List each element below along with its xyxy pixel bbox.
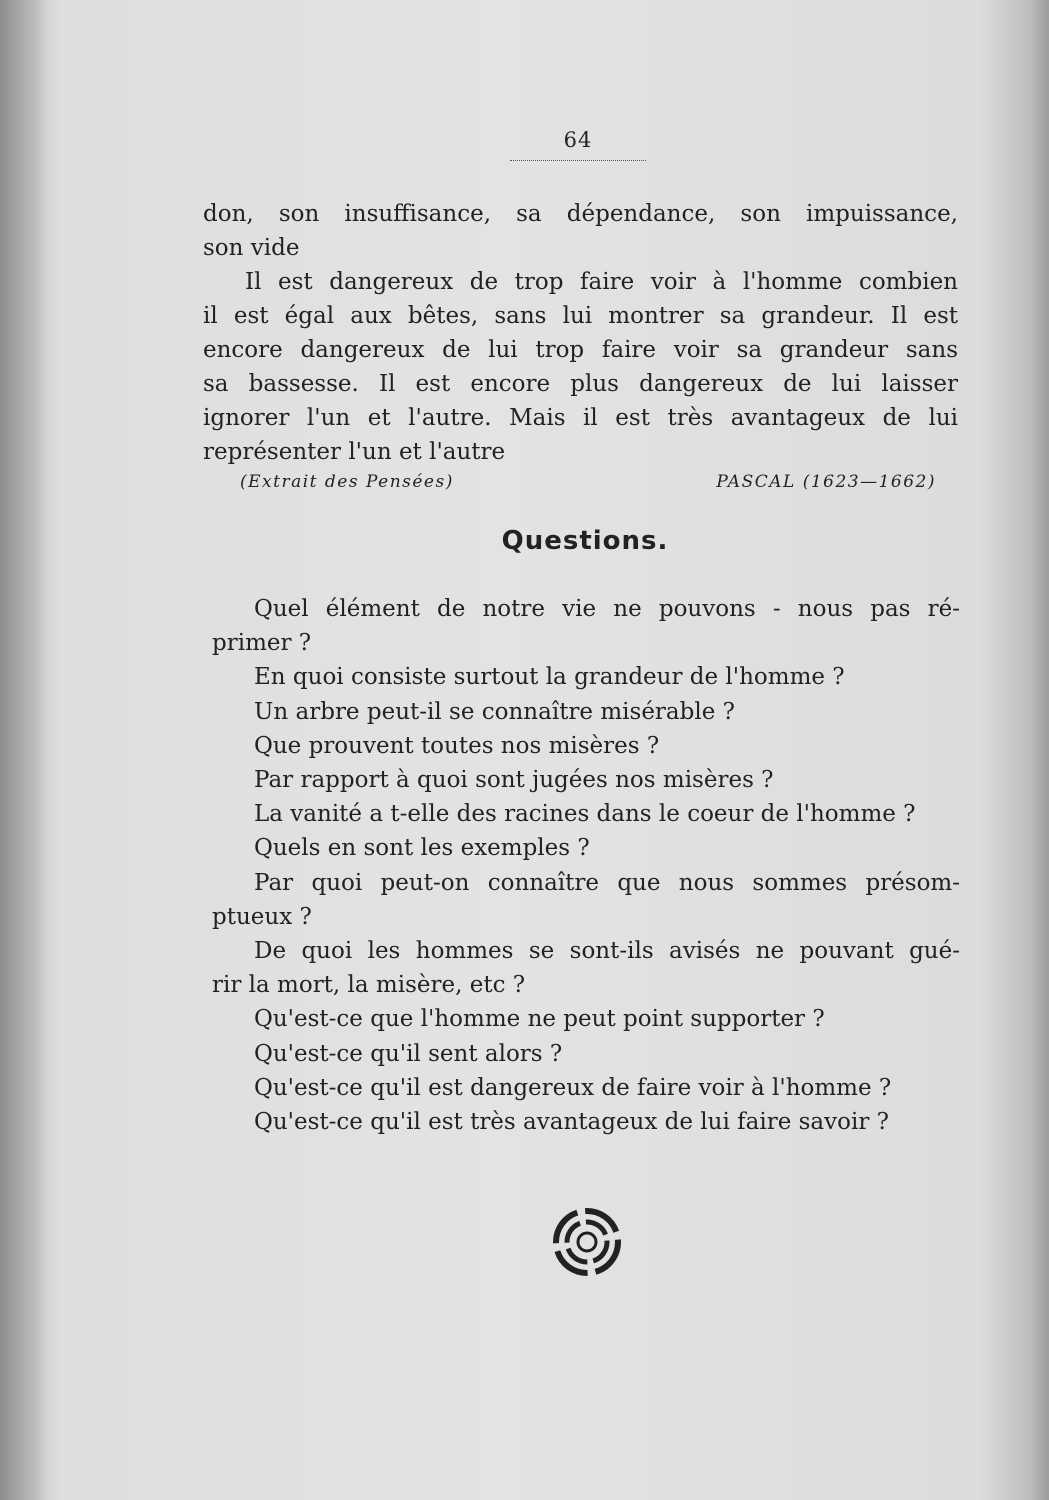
question-line: Qu'est-ce qu'il sent alors ?: [254, 1040, 563, 1067]
source-work: (Extrait des Pensées): [240, 472, 454, 492]
question-line: Qu'est-ce qu'il est dangereux de faire voir à l'homme ?: [254, 1074, 892, 1101]
passage-line: ignorer l'un et l'autre. Mais il est très avantageux de lui: [203, 405, 958, 431]
source-attribution: [240, 472, 936, 492]
source-author: PASCAL (1623—1662): [716, 472, 936, 492]
passage-text: [203, 197, 958, 469]
questions-heading: Questions.: [501, 526, 669, 556]
question-line: primer ?: [212, 630, 312, 657]
question-line: De quoi les hommes se sont-ils avisés ne pouvant gué-: [254, 938, 960, 965]
question-line: Par rapport à quoi sont jugées nos misères ?: [254, 767, 774, 794]
question-line: En quoi consiste surtout la grandeur de l'homme ?: [254, 664, 845, 691]
question-line: Qu'est-ce qu'il est très avantageux de lui faire savoir ?: [254, 1109, 889, 1136]
page-number: 64: [563, 128, 593, 152]
page-number-rule: [510, 160, 646, 161]
passage-line: don, son insuffisance, sa dépendance, son impuissance,: [203, 201, 958, 227]
passage-line: représenter l'un et l'autre: [203, 439, 506, 465]
question-line: Par quoi peut-on connaître que nous sommes présom-: [254, 869, 960, 896]
questions-list: [212, 592, 960, 1139]
question-line: ptueux ?: [212, 903, 312, 930]
question-line: Quel élément de notre vie ne pouvons - nous pas ré-: [254, 596, 960, 622]
circular-ornament-icon: [552, 1207, 622, 1277]
question-line: Qu'est-ce que l'homme ne peut point supporter ?: [254, 1006, 825, 1033]
passage-line: encore dangereux de lui trop faire voir sa grandeur sans: [203, 337, 958, 363]
question-line: Un arbre peut-il se connaître misérable ?: [254, 698, 735, 725]
passage-line: Il est dangereux de trop faire voir à l'homme combien: [245, 269, 958, 295]
question-line: Que prouvent toutes nos misères ?: [254, 732, 660, 759]
question-line: rir la mort, la misère, etc ?: [212, 972, 526, 999]
passage-line: son vide: [203, 235, 300, 261]
question-line: Quels en sont les exemples ?: [254, 835, 590, 862]
question-line: La vanité a t-elle des racines dans le coeur de l'homme ?: [254, 801, 916, 828]
book-spine-shadow: [0, 0, 46, 1500]
passage-line: il est égal aux bêtes, sans lui montrer sa grandeur. Il est: [203, 303, 958, 329]
passage-line: sa bassesse. Il est encore plus dangereux de lui laisser: [203, 371, 958, 397]
